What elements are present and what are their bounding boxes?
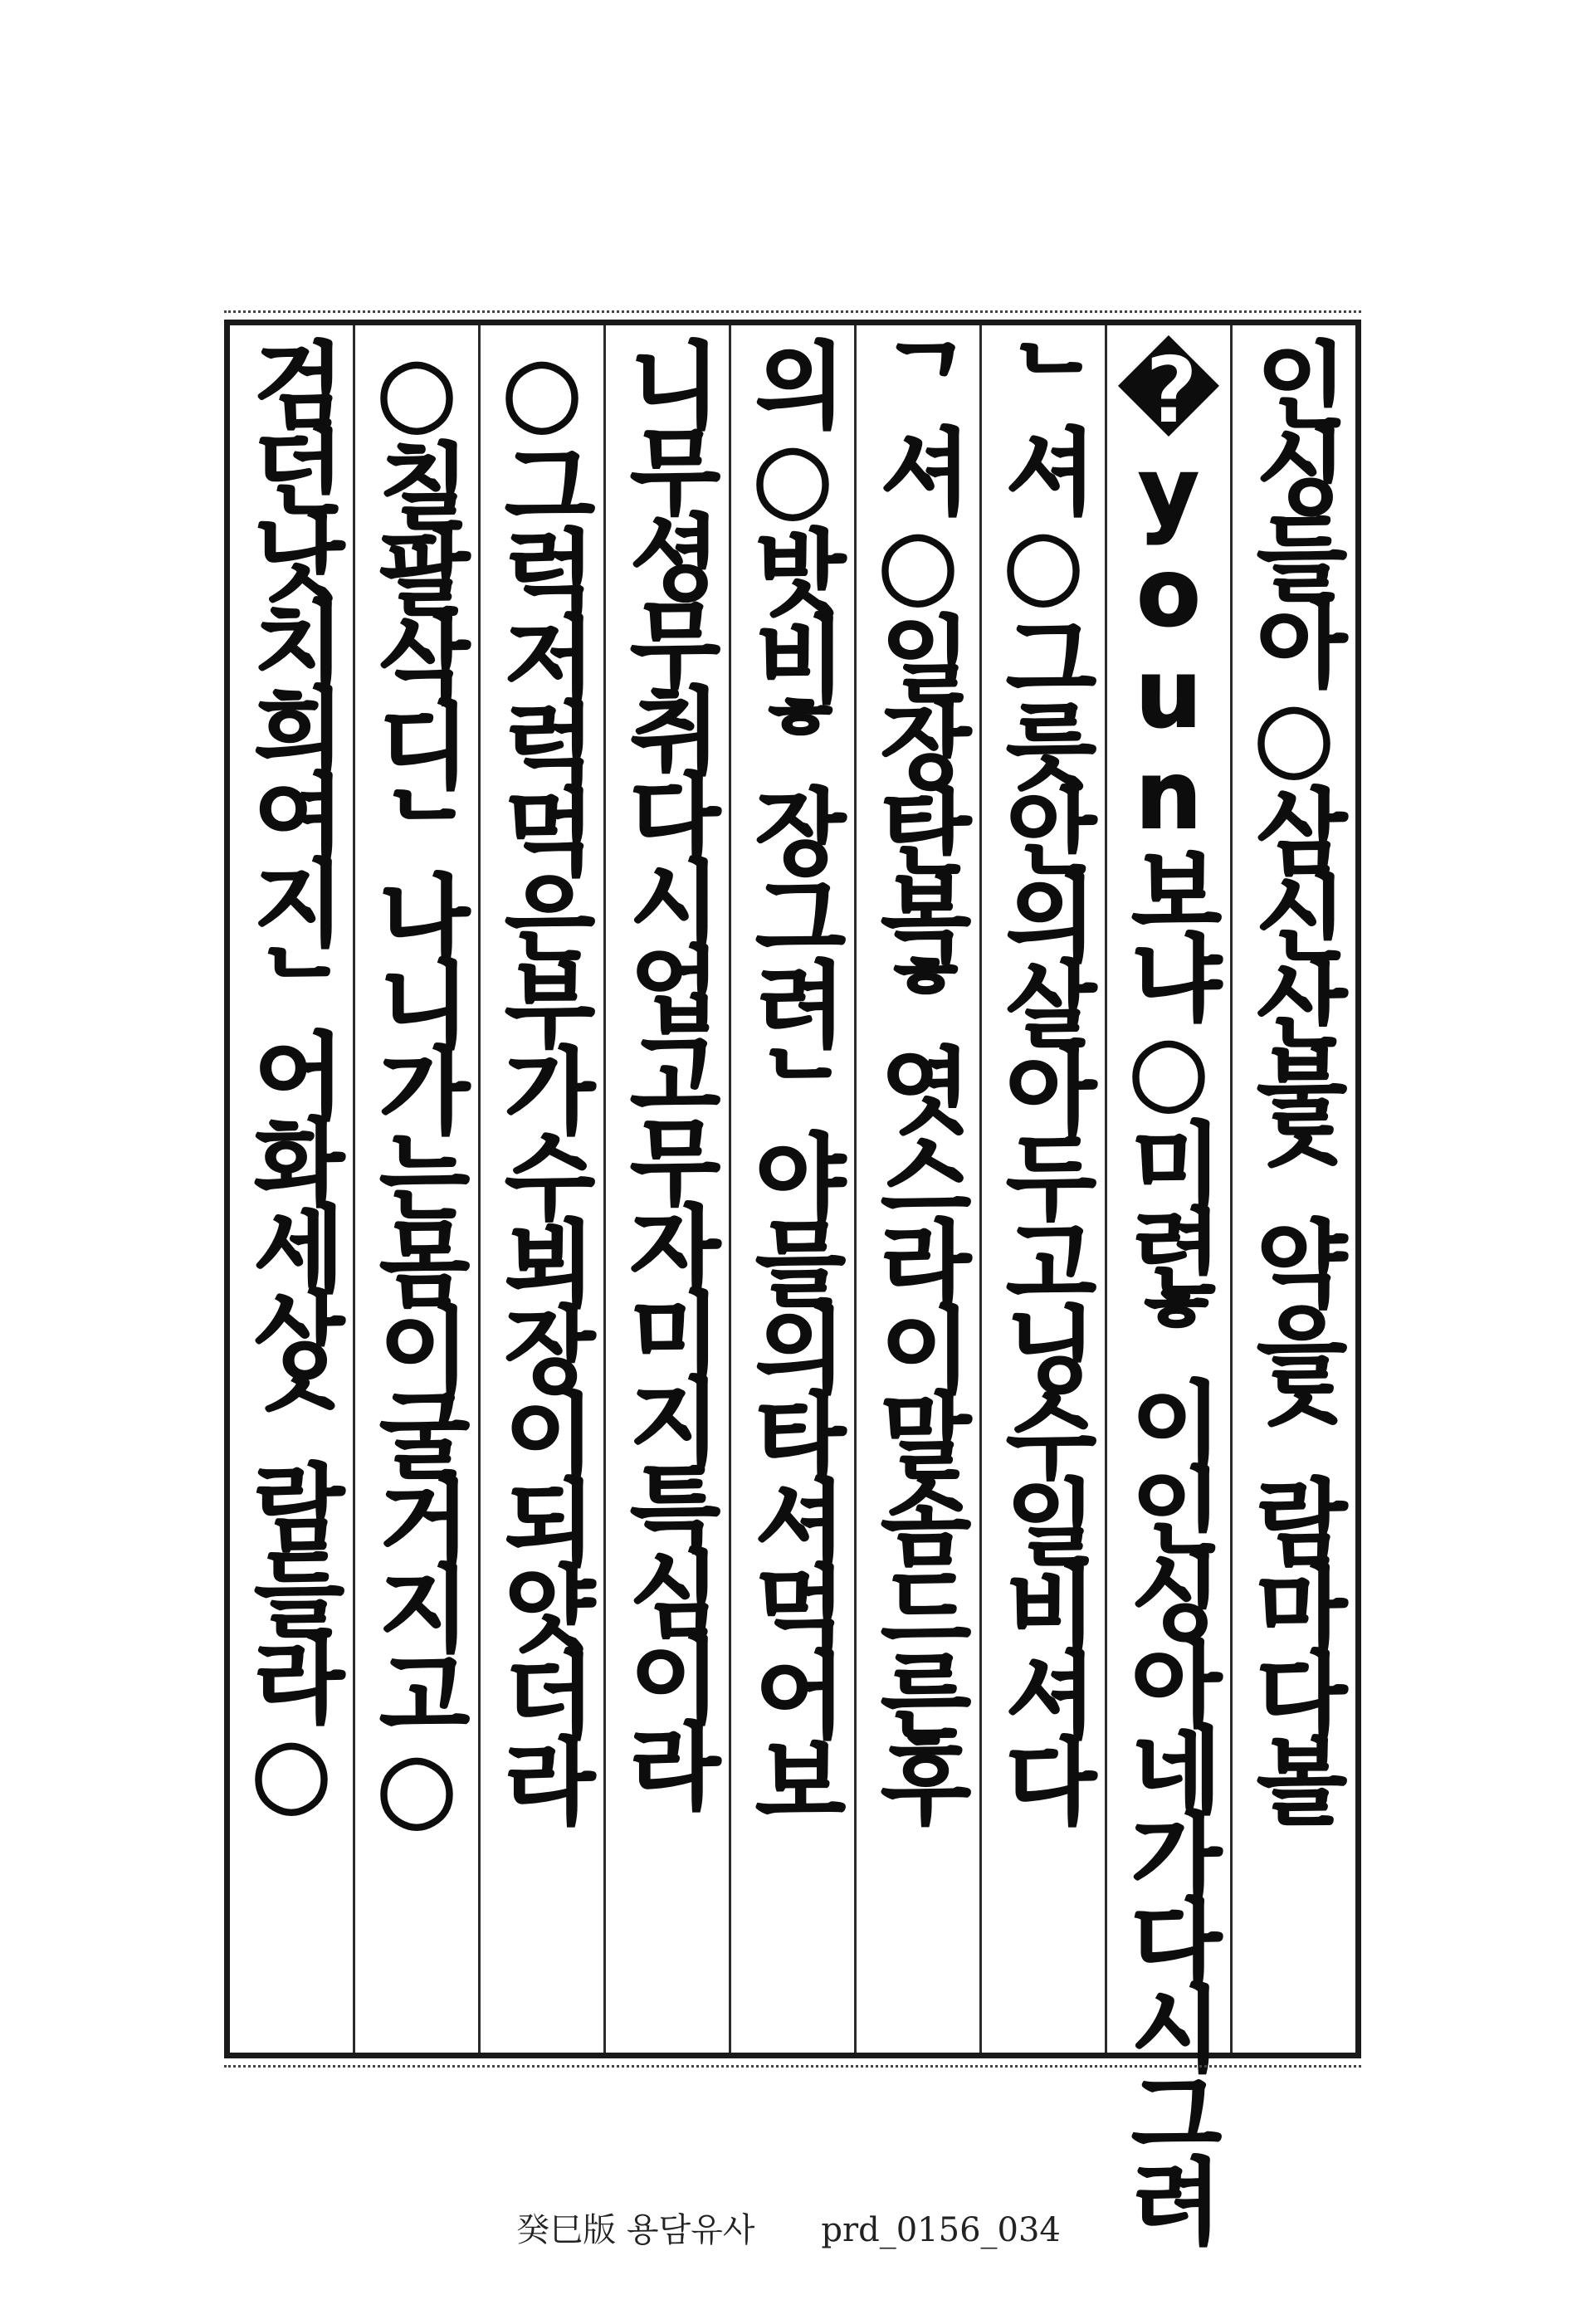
column-text: ᄂ셔○그릇안의살아두고닝수일비셔다 <box>989 337 1097 1819</box>
column-text: 의○밧비ᄒ장그려ᄂ야믈의타셔먹어보 <box>739 337 847 1819</box>
column-text: 인싱들아○삼신산불ᄉ약을ᄉ람마다볼 <box>1240 337 1348 1819</box>
column-text: �youn보냐○미련ᄒ이인싱아네가다시그려 <box>1115 337 1223 2239</box>
text-column-1 <box>1230 325 1355 2053</box>
text-column-7 <box>478 325 603 2053</box>
text-column-4 <box>854 325 979 2053</box>
text-column-5 <box>729 325 854 2053</box>
text-column-6 <box>603 325 729 2053</box>
page-code: prd_0156_034 <box>821 2211 1061 2249</box>
edition-label: 癸巳版 용담유사 <box>516 2211 755 2249</box>
column-text: ᄀ셔○일장탄복ᄒ엿스라이말솜드른후 <box>864 337 972 1819</box>
page-footer <box>0 2204 1577 2251</box>
text-column-2 <box>1105 325 1230 2239</box>
text-column-9 <box>230 325 353 2053</box>
column-text: 검던낫치희여지ᄂ어화세상ᄉ람들라○ <box>237 337 345 1819</box>
column-text: ○칠팔삭디ᄂ나니가는몸이굴거지고○ <box>363 337 471 1834</box>
text-column-8 <box>353 325 478 2053</box>
text-column-3 <box>979 325 1105 2053</box>
column-text: 니무셩무취다시업고무자미지특심이라 <box>613 337 721 1804</box>
column-text: ○그럭저럭먹은부가수뵈장이되얏더라 <box>488 337 596 1819</box>
